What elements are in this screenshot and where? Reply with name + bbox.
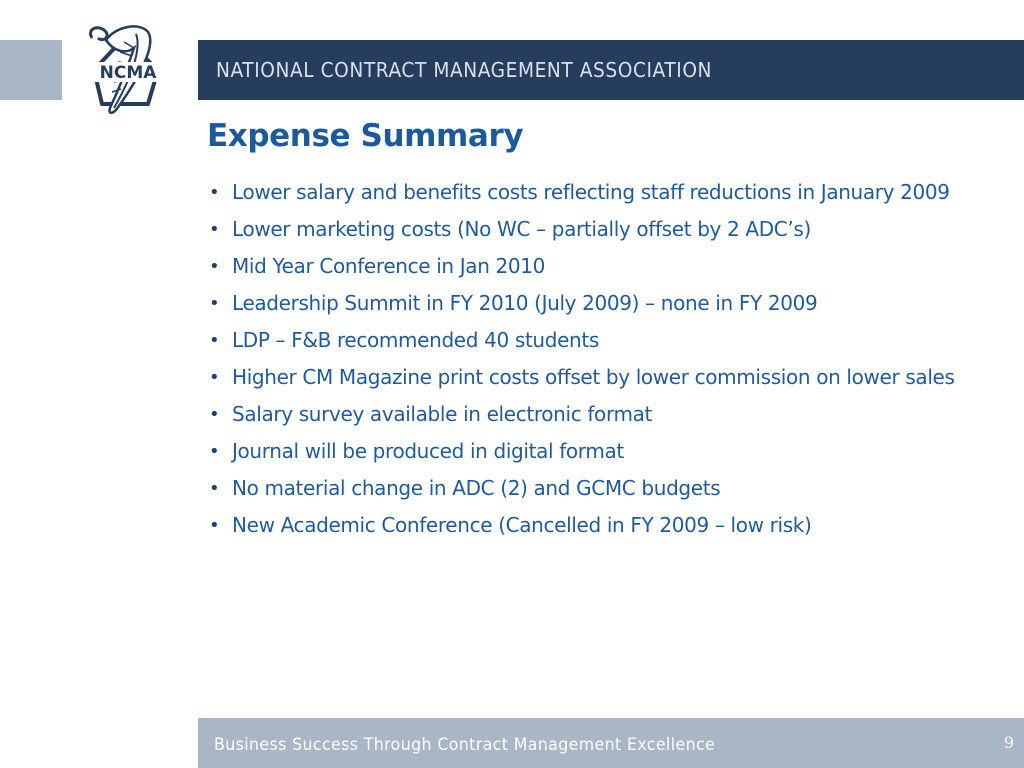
bullet-dot-icon: •: [209, 441, 220, 462]
bullet-text: Higher CM Magazine print costs offset by lower commission on lower sales: [232, 365, 955, 389]
bullet-text: New Academic Conference (Cancelled in FY 2009 – low risk): [232, 513, 812, 537]
bullet-dot-icon: •: [209, 478, 220, 499]
bullet-dot-icon: •: [209, 330, 220, 351]
bullet-text: Salary survey available in electronic format: [232, 402, 652, 426]
footer-bar: [198, 718, 1024, 768]
bullet-item: [209, 252, 1017, 281]
bullet-dot-icon: •: [209, 219, 220, 240]
bullet-dot-icon: •: [209, 256, 220, 277]
bullet-item: [209, 437, 1017, 466]
bullet-text: No material change in ADC (2) and GCMC budgets: [232, 476, 721, 500]
footer-tagline: Business Success Through Contract Management Excellence: [214, 735, 716, 755]
bullet-dot-icon: •: [209, 515, 220, 536]
bullet-dot-icon: •: [209, 293, 220, 314]
page-number: 9: [1003, 733, 1014, 752]
bullet-text: Leadership Summit in FY 2010 (July 2009) – none in FY 2009: [232, 291, 818, 315]
bullet-text: Lower salary and benefits costs reflecting staff reductions in January 2009: [232, 180, 950, 204]
bullet-dot-icon: •: [209, 404, 220, 425]
bullet-item: [209, 215, 1017, 244]
bullet-text: Mid Year Conference in Jan 2010: [232, 254, 546, 278]
bullet-item: [209, 289, 1017, 318]
bullet-list: [209, 178, 1017, 548]
ncma-quill-logo-icon: [78, 20, 186, 118]
bullet-item: [209, 326, 1017, 355]
bullet-dot-icon: •: [209, 367, 220, 388]
bullet-text: Journal will be produced in digital format: [232, 439, 624, 463]
slide-title: Expense Summary: [207, 118, 524, 154]
bullet-text: Lower marketing costs (No WC – partially offset by 2 ADC’s): [232, 217, 811, 241]
organization-name: NATIONAL CONTRACT MANAGEMENT ASSOCIATION: [216, 58, 713, 82]
bullet-item: [209, 511, 1017, 540]
left-accent-block: [0, 40, 62, 100]
header-bar: [198, 40, 1024, 100]
bullet-item: [209, 363, 1017, 392]
bullet-text: LDP – F&B recommended 40 students: [232, 328, 599, 352]
bullet-item: [209, 178, 1017, 207]
logo-text: NCMA: [99, 63, 157, 83]
bullet-item: [209, 400, 1017, 429]
ncma-logo: [78, 20, 186, 118]
bullet-dot-icon: •: [209, 182, 220, 203]
bullet-item: [209, 474, 1017, 503]
